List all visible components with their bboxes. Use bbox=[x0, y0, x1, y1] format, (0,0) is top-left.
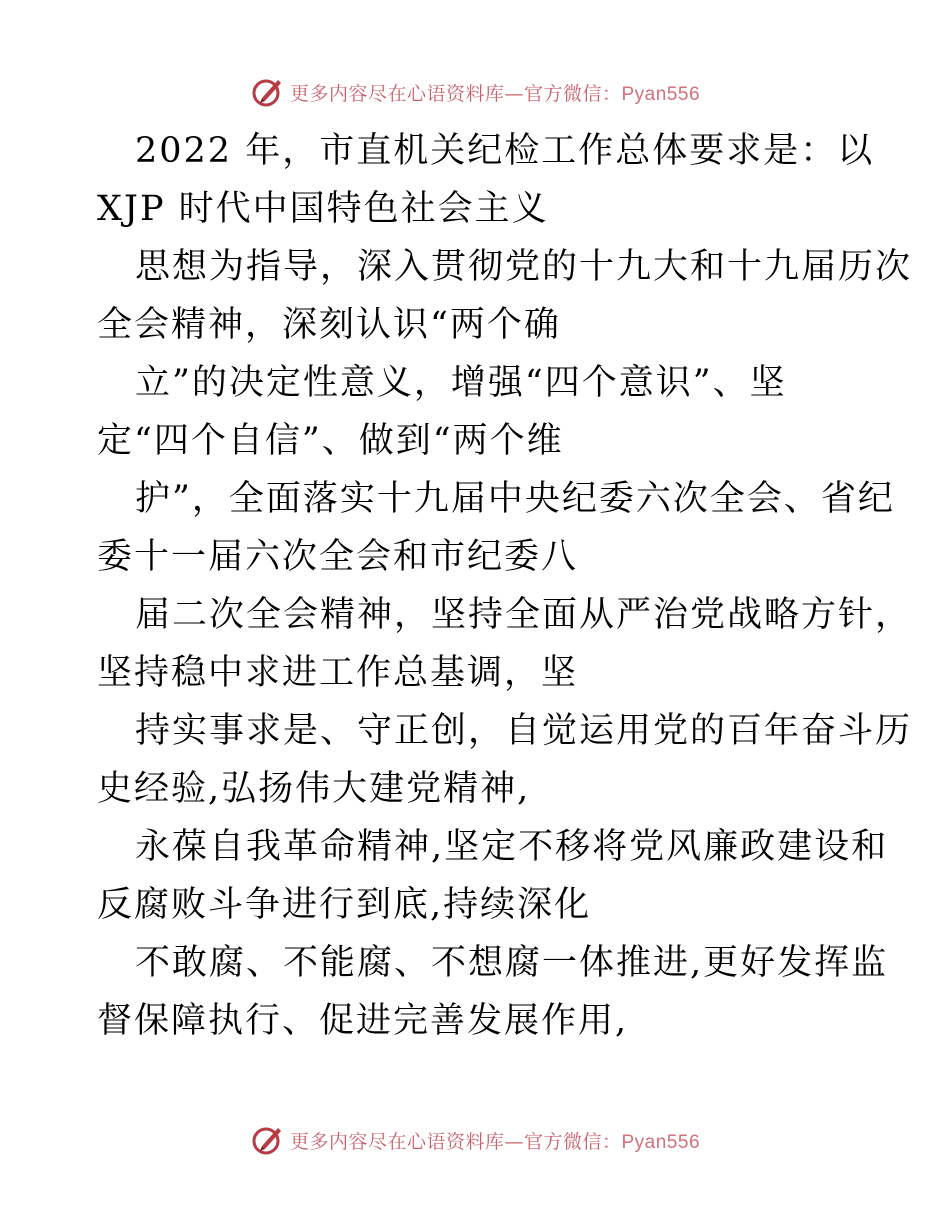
text-line: 史经验,弘扬伟大建党精神, bbox=[97, 769, 531, 809]
text-line: 思想为指导，深入贯彻党的十九大和十九届历次 bbox=[135, 247, 913, 287]
text-line: 永葆自我革命精神,坚定不移将党风廉政建设和 bbox=[135, 827, 889, 867]
text-line: 不敢腐、不能腐、不想腐一体推进,更好发挥监 bbox=[135, 943, 889, 983]
pen-logo-icon bbox=[250, 74, 286, 110]
watermark-text: 更多内容尽在心语资料库—官方微信：Pyan556 bbox=[289, 82, 701, 105]
text-line: XJP 时代中国特色社会主义 bbox=[97, 189, 549, 229]
text-line: 立”的决定性意义，增强“四个意识”、坚 bbox=[135, 363, 787, 403]
text-line: 定“四个自信”、做到“两个维 bbox=[97, 421, 564, 461]
text-line: 届二次全会精神，坚持全面从严治党战略方针， bbox=[135, 595, 913, 635]
text-line: 坚持稳中求进工作总基调，坚 bbox=[97, 653, 579, 693]
text-line: 督保障执行、促进完善发展作用, bbox=[97, 1001, 629, 1041]
watermark-header bbox=[0, 72, 950, 112]
watermark-footer bbox=[0, 1120, 950, 1160]
document-body bbox=[97, 122, 913, 1050]
text-line: 反腐败斗争进行到底,持续深化 bbox=[97, 885, 592, 925]
watermark-text: 更多内容尽在心语资料库—官方微信：Pyan556 bbox=[289, 1130, 701, 1153]
text-line: 全会精神，深刻认识“两个确 bbox=[97, 305, 561, 345]
text-line: 护”，全面落实十九届中央纪委六次全会、省纪 bbox=[135, 479, 895, 519]
text-line: 持实事求是、守正创，自觉运用党的百年奋斗历 bbox=[135, 711, 913, 751]
pen-logo-icon bbox=[250, 1122, 286, 1158]
text-line: 委十一届六次全会和市纪委八 bbox=[97, 537, 579, 577]
text-line: 2022 年，市直机关纪检工作总体要求是：以 bbox=[135, 131, 875, 171]
